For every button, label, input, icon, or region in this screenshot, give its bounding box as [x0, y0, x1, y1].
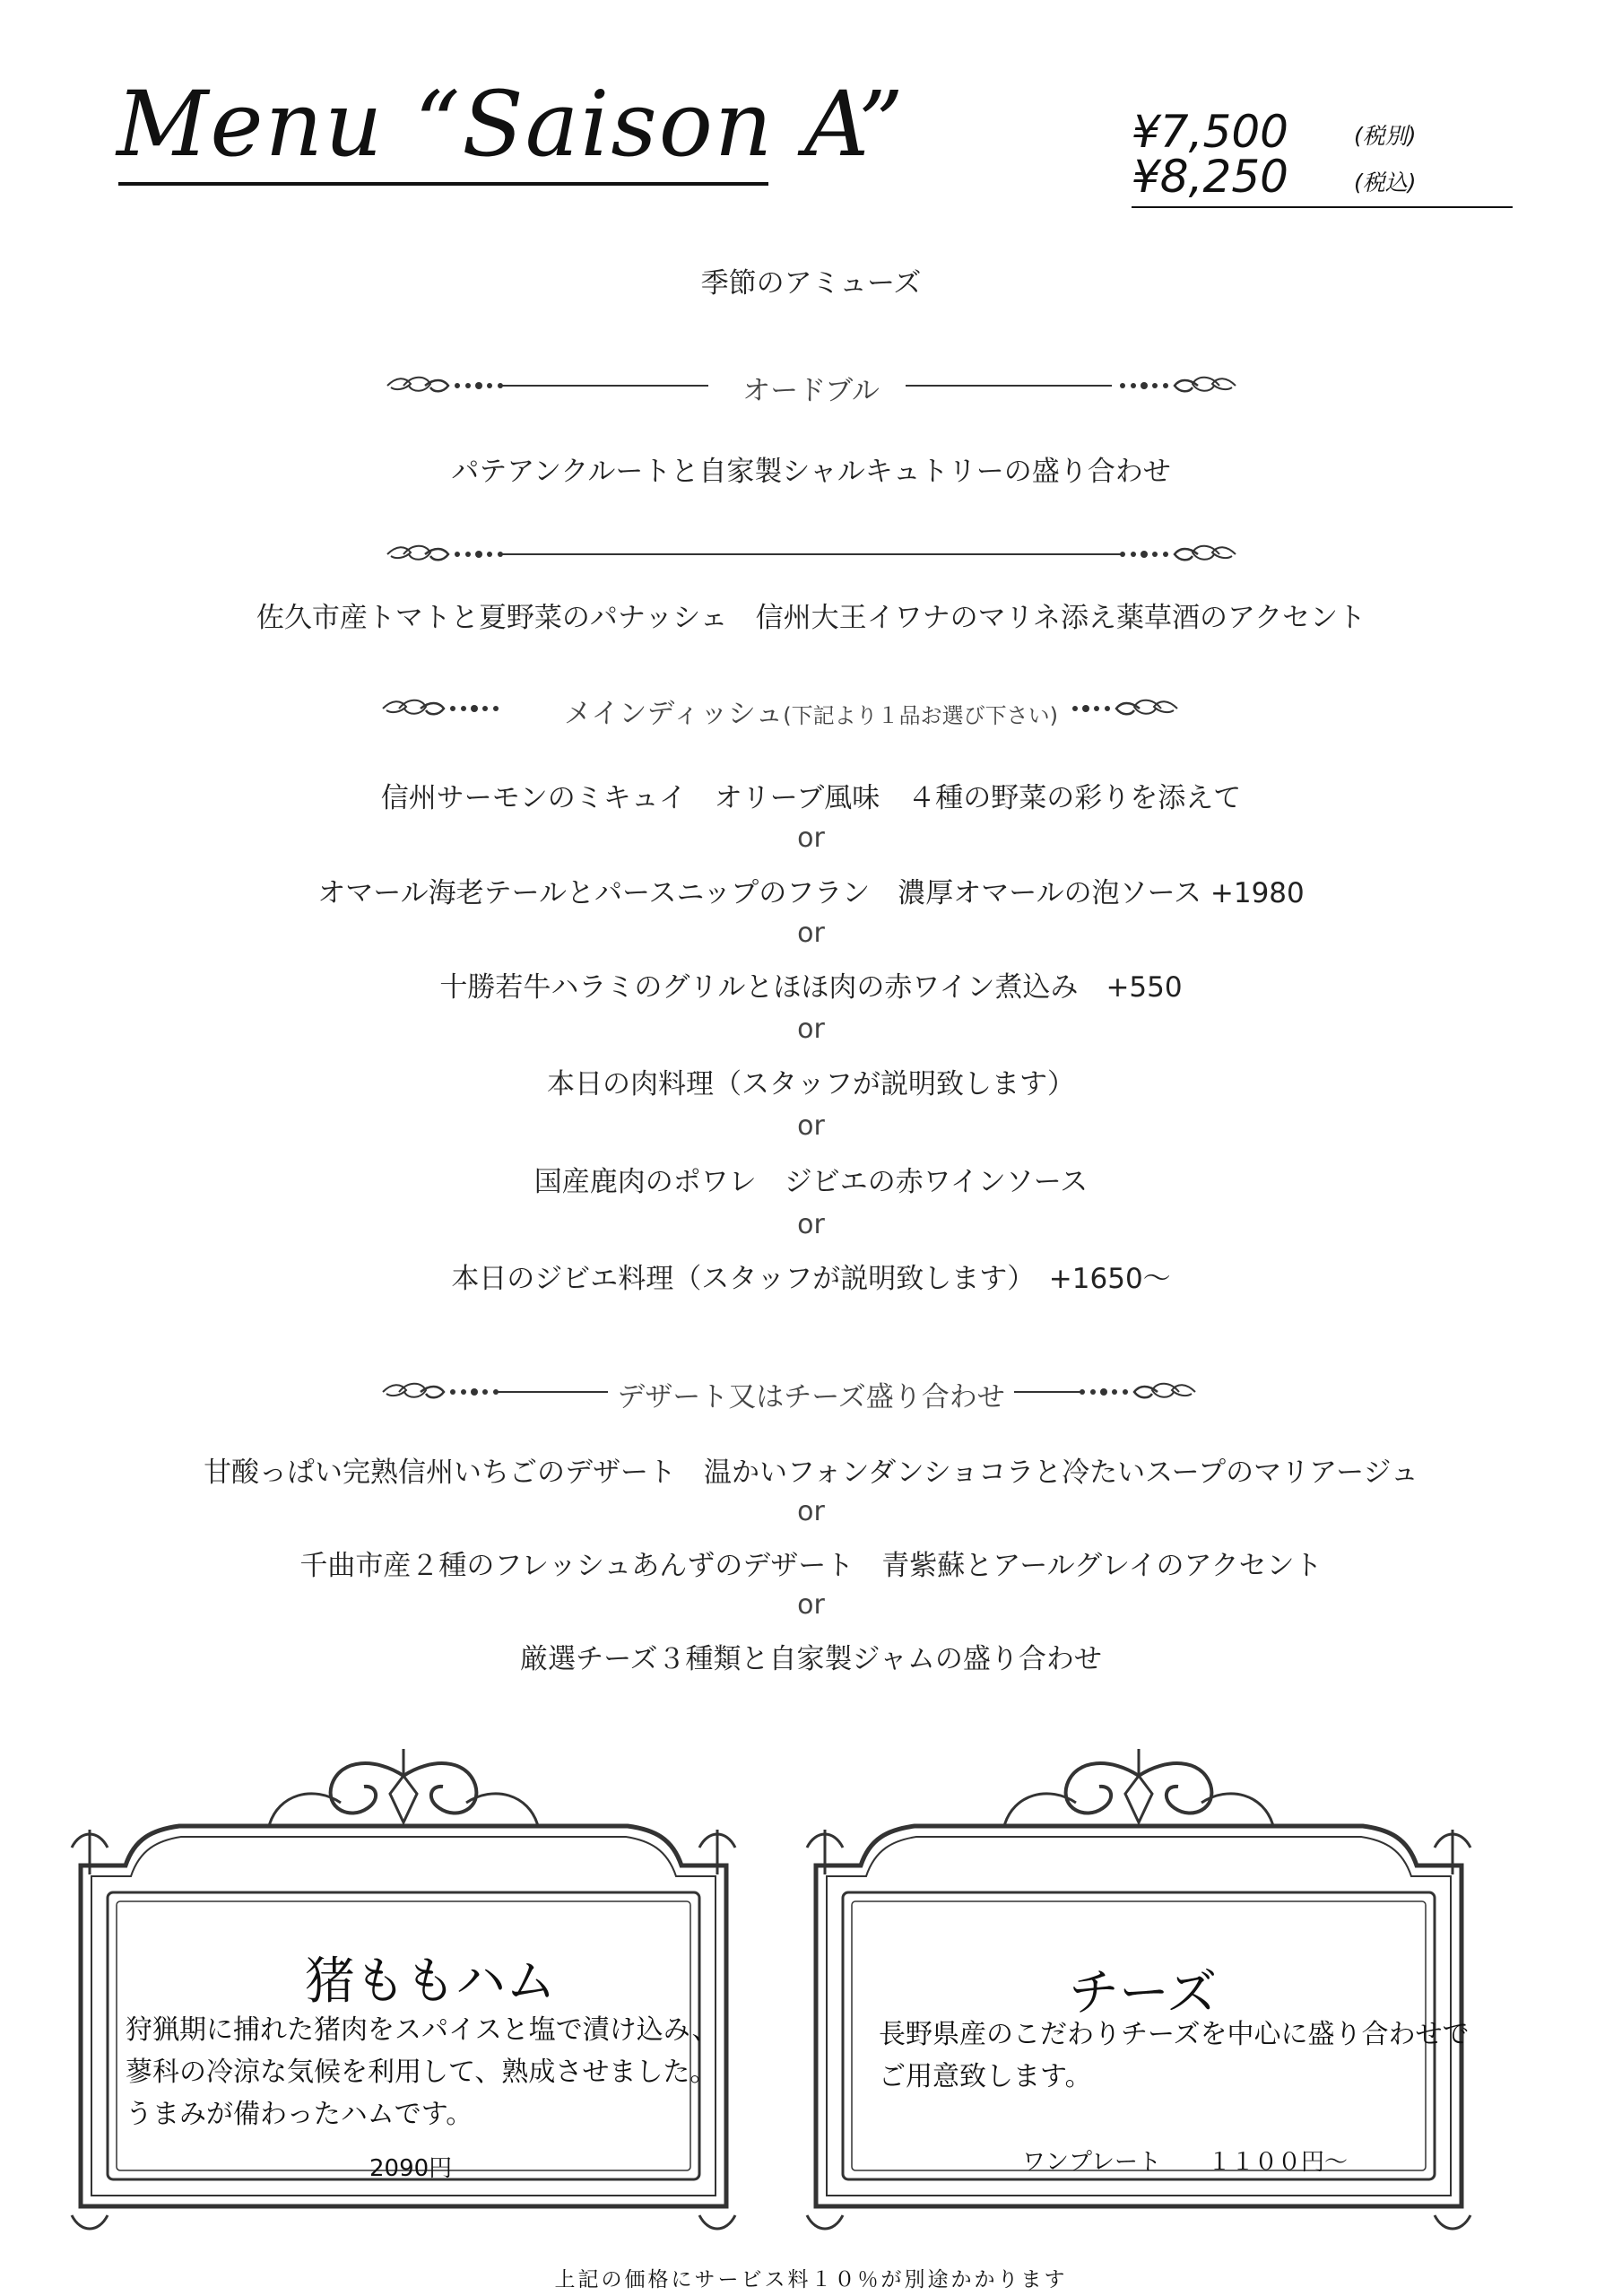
- price-ex-tax-label: (税別): [1354, 123, 1417, 149]
- plain-divider-ornament: [386, 536, 1237, 572]
- or-separator: or: [797, 918, 825, 949]
- ham-description: [126, 2009, 719, 2135]
- or-separator: or: [797, 1013, 825, 1045]
- ornate-frames: [0, 1740, 1622, 2242]
- cheese-description: [879, 2013, 1470, 2098]
- menu-title: Menu “Saison A”: [117, 72, 906, 177]
- title-underline: [118, 182, 768, 186]
- main-item-4: 本日の肉料理（スタッフが説明致します）: [547, 1068, 1075, 1100]
- main-item-2: オマール海老テールとパースニップのフラン 濃厚オマールの泡ソース +1980: [317, 877, 1305, 909]
- service-charge-note: 上記の価格にサービス料１０％が別途かかります: [554, 2268, 1068, 2292]
- cheese-title: チーズ: [1069, 1964, 1218, 2022]
- ham-price: 2090円: [369, 2155, 453, 2182]
- price-in-tax: ¥8,250: [1132, 151, 1288, 203]
- ham-title: 猪ももハム: [305, 1952, 556, 2011]
- ham-description-line: うまみが備わったハムです。: [126, 2099, 473, 2130]
- amuse-item: 季節のアミューズ: [700, 267, 922, 300]
- main-item-6: 本日のジビエ料理（スタッフが説明致します） +1650～: [451, 1263, 1171, 1295]
- cheese-description-line: 長野県産のこだわりチーズを中心に盛り合わせで: [879, 2019, 1470, 2050]
- cheese-price: ワンプレート １１００円～: [1022, 2149, 1348, 2176]
- ham-description-line: 蓼科の冷涼な気候を利用して、熟成させました。: [126, 2057, 717, 2088]
- or-separator: or: [797, 1209, 825, 1240]
- main-dish-note: (下記より１品お選び下さい): [783, 703, 1058, 728]
- or-separator: or: [797, 822, 825, 854]
- dessert-item-2: 千曲市産２種のフレッシュあんずのデザート 青紫蘇とアールグレイのアクセント: [299, 1550, 1323, 1582]
- dessert-label: デザート又はチーズ盛り合わせ: [608, 1381, 1013, 1413]
- main-item-3: 十勝若牛ハラミのグリルとほほ肉の赤ワイン煮込み +550: [439, 971, 1183, 1004]
- hors-doeuvre-label: オードブル: [733, 375, 889, 407]
- or-separator: or: [797, 1589, 825, 1621]
- ham-description-line: 狩猟期に捕れた猪肉をスパイスと塩で漬け込み、: [126, 2014, 719, 2046]
- or-separator: or: [797, 1110, 825, 1142]
- dessert-item-3: 厳選チーズ３種類と自家製ジャムの盛り合わせ: [520, 1643, 1102, 1675]
- second-course-item: 佐久市産トマトと夏野菜のパナッシェ 信州大王イワナのマリネ添え薬草酒のアクセント: [256, 602, 1366, 634]
- price-ex-tax: ¥7,500: [1132, 106, 1288, 158]
- or-separator: or: [797, 1496, 825, 1527]
- main-item-5: 国産鹿肉のポワレ ジビエの赤ワインソース: [533, 1166, 1089, 1198]
- price-in-tax-label: (税込): [1354, 170, 1417, 196]
- dessert-item-1: 甘酸っぱい完熟信州いちごのデザート 温かいフォンダンショコラと冷たいスープのマリアージュ: [204, 1457, 1418, 1489]
- cheese-description-line: ご用意致します。: [879, 2061, 1092, 2092]
- main-dish-label: メインディッシュ(下記より１品お選び下さい): [555, 698, 1067, 730]
- hors-doeuvre-item: パテアンクルートと自家製シャルキュトリーの盛り合わせ: [451, 456, 1171, 488]
- price-underline: [1132, 206, 1513, 208]
- main-item-1: 信州サーモンのミキュイ オリーブ風味 ４種の野菜の彩りを添えて: [380, 782, 1242, 814]
